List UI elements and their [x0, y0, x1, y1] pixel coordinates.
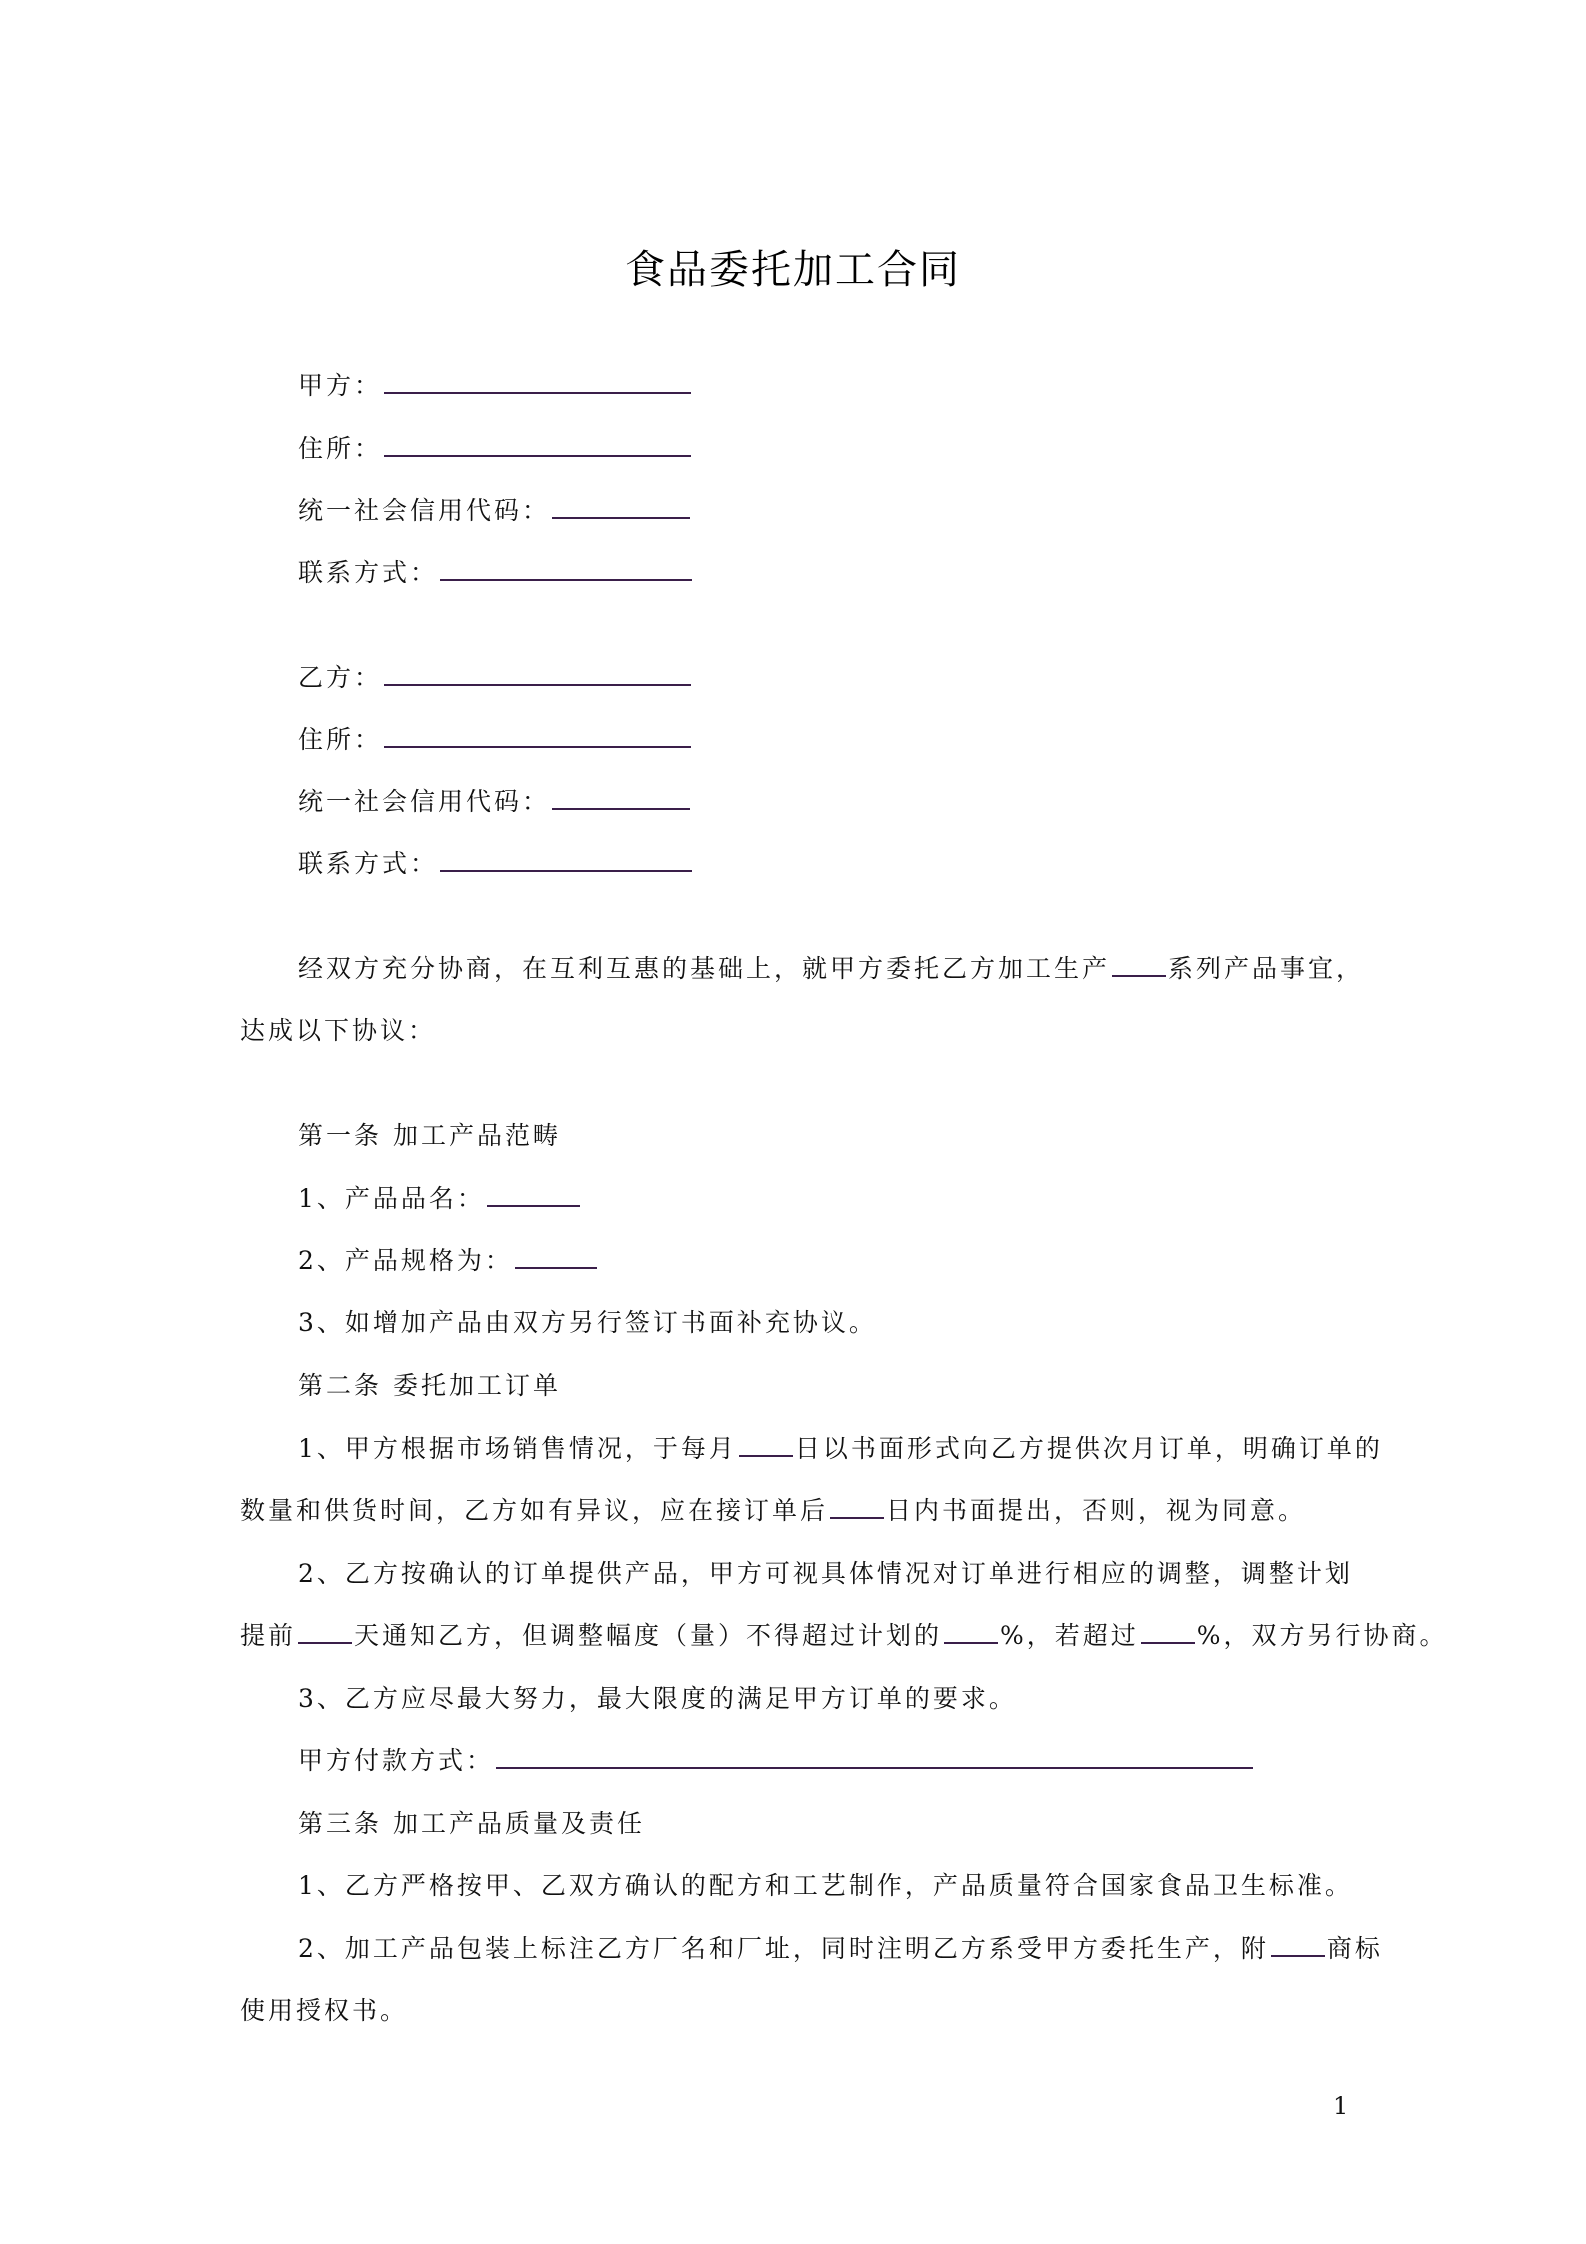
- party-a-contact-row: [298, 557, 694, 589]
- party-b-contact-field[interactable]: [440, 869, 692, 872]
- article-1-item-2: [298, 1245, 599, 1277]
- text: %，若超过: [1000, 1621, 1139, 1650]
- text: 提前: [240, 1621, 297, 1650]
- party-b-address-field[interactable]: [384, 745, 691, 748]
- text: 商标: [1326, 1934, 1383, 1963]
- adjust-percent-field[interactable]: [944, 1641, 998, 1644]
- product-spec-label: 2、产品规格为：: [298, 1246, 513, 1275]
- party-a-address-field[interactable]: [384, 454, 691, 457]
- product-name-field[interactable]: [487, 1204, 580, 1207]
- payment-method-label: 甲方付款方式：: [298, 1746, 495, 1775]
- party-a-credit-code-field[interactable]: [552, 516, 690, 519]
- article-2-item-1-line-2: [240, 1495, 1306, 1527]
- party-a-contact-field[interactable]: [440, 578, 692, 581]
- article-2-item-1-line-1: [298, 1433, 1383, 1465]
- objection-days-field[interactable]: [830, 1516, 884, 1519]
- text: 2、加工产品包装上标注乙方厂名和厂址，同时注明乙方系受甲方委托生产，附: [298, 1934, 1269, 1963]
- article-1-item-1: [298, 1183, 582, 1215]
- article-1-item-3: 3、如增加产品由双方另行签订书面补充协议。: [298, 1308, 877, 1337]
- party-b-name-row: [298, 662, 693, 694]
- article-3-item-2-line-2: 使用授权书。: [240, 1996, 409, 2025]
- text: 1、甲方根据市场销售情况，于每月: [298, 1434, 737, 1463]
- party-a-credit-code-label: 统一社会信用代码：: [298, 496, 551, 525]
- payment-method-field[interactable]: [496, 1766, 1253, 1769]
- party-a-address-row: [298, 433, 693, 465]
- party-b-credit-code-field[interactable]: [552, 807, 690, 810]
- text: 天通知乙方，但调整幅度（量）不得超过计划的: [354, 1621, 943, 1650]
- party-b-credit-code-row: [298, 786, 692, 818]
- intro-text-cont: 系列产品事宜，: [1168, 954, 1365, 983]
- article-1-heading: 第一条 加工产品范畴: [298, 1121, 561, 1150]
- party-b-credit-code-label: 统一社会信用代码：: [298, 787, 551, 816]
- party-a-address-label: 住所：: [298, 434, 383, 463]
- trademark-field[interactable]: [1271, 1954, 1325, 1957]
- text: 日以书面形式向乙方提供次月订单，明确订单的: [794, 1434, 1383, 1463]
- intro-line-1: [298, 953, 1364, 985]
- intro-line-2: 达成以下协议：: [240, 1016, 437, 1045]
- article-2-heading: 第二条 委托加工订单: [298, 1371, 561, 1400]
- party-a-name-label: 甲方：: [298, 371, 383, 400]
- text: 日内书面提出，否则，视为同意。: [886, 1496, 1307, 1525]
- party-b-contact-row: [298, 848, 694, 880]
- text: 数量和供货时间，乙方如有异议，应在接订单后: [240, 1496, 829, 1525]
- party-a-contact-label: 联系方式：: [298, 558, 439, 587]
- monthly-order-day-field[interactable]: [739, 1454, 793, 1457]
- exceed-percent-field[interactable]: [1141, 1641, 1195, 1644]
- article-2-item-3: 3、乙方应尽最大努力，最大限度的满足甲方订单的要求。: [298, 1684, 1017, 1713]
- notice-days-field[interactable]: [298, 1641, 352, 1644]
- party-a-credit-code-row: [298, 495, 692, 527]
- party-a-name-row: [298, 370, 693, 402]
- payment-method-row: [298, 1745, 1255, 1777]
- article-3-heading: 第三条 加工产品质量及责任: [298, 1809, 645, 1838]
- intro-text: 经双方充分协商，在互利互惠的基础上，就甲方委托乙方加工生产: [298, 954, 1111, 983]
- party-b-contact-label: 联系方式：: [298, 849, 439, 878]
- product-series-field[interactable]: [1112, 974, 1166, 977]
- page-number: 1: [1333, 2092, 1349, 2120]
- party-b-name-label: 乙方：: [298, 663, 383, 692]
- article-3-item-2-line-1: [298, 1933, 1383, 1965]
- article-3-item-1: 1、乙方严格按甲、乙双方确认的配方和工艺制作，产品质量符合国家食品卫生标准。: [298, 1871, 1353, 1900]
- document-title: 食品委托加工合同: [625, 247, 961, 293]
- article-2-item-2-line-1: 2、乙方按确认的订单提供产品，甲方可视具体情况对订单进行相应的调整，调整计划: [298, 1559, 1353, 1588]
- party-a-name-field[interactable]: [384, 391, 691, 394]
- text: %，双方另行协商。: [1196, 1621, 1448, 1650]
- party-b-address-row: [298, 724, 693, 756]
- party-b-name-field[interactable]: [384, 683, 691, 686]
- product-spec-field[interactable]: [515, 1266, 597, 1269]
- party-b-address-label: 住所：: [298, 725, 383, 754]
- product-name-label: 1、产品品名：: [298, 1184, 485, 1213]
- article-2-item-2-line-2: [240, 1620, 1448, 1652]
